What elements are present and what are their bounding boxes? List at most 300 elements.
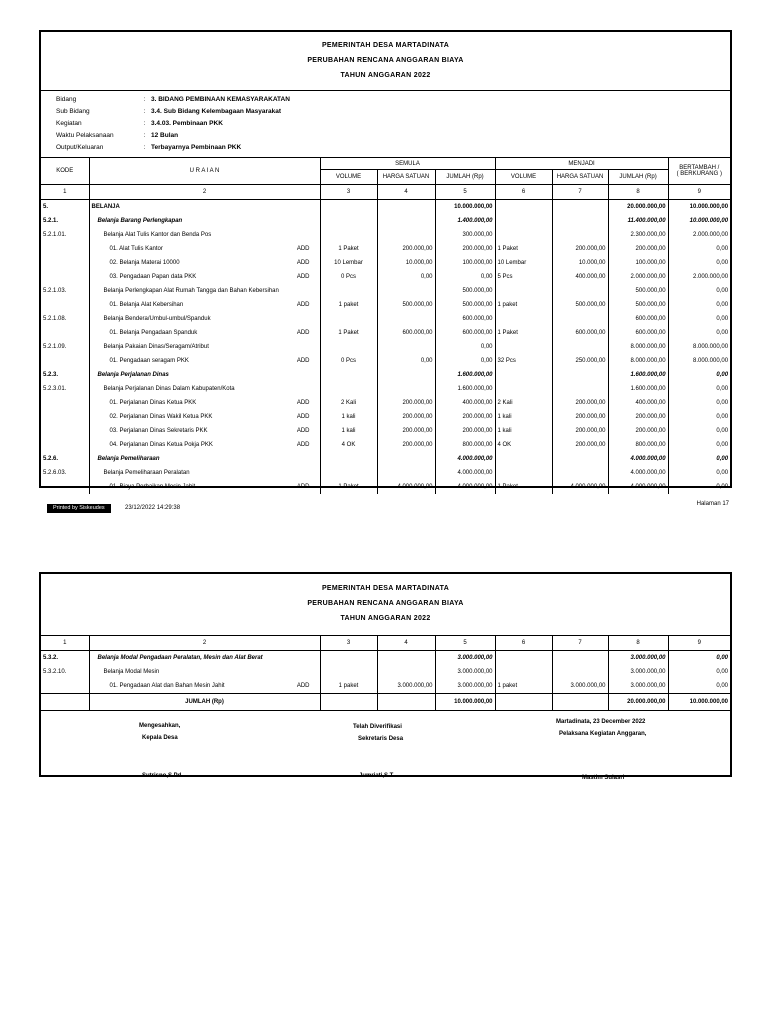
cell-uraian <box>89 424 320 438</box>
cell-h2 <box>552 651 608 666</box>
activity-info <box>41 91 730 157</box>
cell-source: ADD <box>296 260 310 266</box>
info-row-sub-bidang: Sub Bidang : 3.4. Sub Bidang Kelembagaan Masyarakat <box>56 108 282 115</box>
cell-uraian <box>89 284 320 298</box>
col-num-6: 6 <box>495 636 552 651</box>
cell-uraian-text: Belanja Bendera/Umbul-umbul/Spanduk <box>103 316 211 322</box>
table-row <box>41 665 730 679</box>
cell-uraian <box>89 242 320 256</box>
table-row <box>41 424 730 438</box>
cell-uraian <box>89 354 320 368</box>
col-kode: KODE <box>41 158 89 185</box>
cell-j2: 4.000.000,00 <box>608 466 668 480</box>
cell-j2: 3.000.000,00 <box>608 665 668 679</box>
cell-uraian-text: 03. Pengadaan Papan data PKK <box>109 274 197 280</box>
cell-h1: 0,00 <box>377 270 435 284</box>
cell-uraian <box>89 396 320 410</box>
cell-h1 <box>377 665 435 679</box>
cell-h1: 3.000.000,00 <box>377 679 435 694</box>
table-row <box>41 410 730 424</box>
cell-h1: 500.000,00 <box>377 298 435 312</box>
cell-h1 <box>377 466 435 480</box>
cell-v1 <box>320 200 377 215</box>
cell-h1: 200.000,00 <box>377 396 435 410</box>
cell-source: ADD <box>296 330 310 336</box>
cell-h1: 600.000,00 <box>377 326 435 340</box>
col-uraian: U R A I A N <box>89 158 320 185</box>
cell-v1: 1 paket <box>320 679 377 694</box>
cell-uraian-text: Belanja Perlengkapan Alat Rumah Tangga dan Bahan Kebersihan <box>103 288 279 294</box>
cell-v2: 1 kali <box>495 410 552 424</box>
info-row-output: Output/Keluaran : Terbayarnya Pembinaan PKK <box>56 144 242 151</box>
cell-uraian <box>89 452 320 466</box>
sign-right-role: Pelaksana Kegiatan Anggaran, <box>559 731 647 737</box>
cell-j2: 600.000,00 <box>608 312 668 326</box>
col-volume-1: VOLUME <box>320 170 377 185</box>
table-row <box>41 368 730 382</box>
cell-j2: 8.000.000,00 <box>608 340 668 354</box>
cell-kode: 5.3.2. <box>43 655 59 661</box>
cell-d: 8.000.000,00 <box>668 354 730 368</box>
cell-v2 <box>495 340 552 354</box>
cell-uraian-text: Belanja Pemeliharaan Peralatan <box>103 470 190 476</box>
col-num-8: 8 <box>608 636 668 651</box>
table-row <box>41 651 730 666</box>
cell-h2 <box>552 665 608 679</box>
col-harga-2: HARGA SATUAN <box>552 170 608 185</box>
total-label: JUMLAH (Rp) <box>89 694 320 711</box>
cell-d: 0,00 <box>668 438 730 452</box>
cell-j1: 800.000,00 <box>435 438 495 452</box>
cell-source: ADD <box>296 484 310 490</box>
cell-j1: 0,00 <box>435 270 495 284</box>
cell-v2: 32 Pcs <box>495 354 552 368</box>
total-semula: 10.000.000,00 <box>435 694 495 711</box>
col-num-5: 5 <box>435 636 495 651</box>
cell-h2: 400.000,00 <box>552 270 608 284</box>
total-selisih: 10.000.000,00 <box>668 694 730 711</box>
cell-uraian-text: Belanja Pakaian Dinas/Seragam/Atribut <box>103 344 209 350</box>
cell-h2: 600.000,00 <box>552 326 608 340</box>
col-num-7: 7 <box>552 636 608 651</box>
cell-source: ADD <box>296 358 310 364</box>
cell-v2 <box>495 665 552 679</box>
cell-kode: 5. <box>43 204 49 210</box>
cell-kode: 5.2.3. <box>43 372 59 378</box>
sign-left-title: Mengesahkan, <box>139 723 181 729</box>
cell-h1 <box>377 382 435 396</box>
cell-h2 <box>552 284 608 298</box>
cell-uraian-text: 03. Perjalanan Dinas Sekretaris PKK <box>109 428 208 434</box>
table-row <box>41 354 730 368</box>
cell-j1: 100.000,00 <box>435 256 495 270</box>
cell-kode <box>41 354 89 368</box>
cell-h2 <box>552 214 608 228</box>
cell-v1: 1 kali <box>320 410 377 424</box>
cell-d: 0,00 <box>668 242 730 256</box>
col-num-3: 3 <box>320 185 377 200</box>
print-footer <box>41 501 731 514</box>
cell-uraian <box>89 368 320 382</box>
cell-j1: 500.000,00 <box>435 284 495 298</box>
cell-kode <box>41 438 89 452</box>
cell-j1: 3.000.000,00 <box>435 651 495 666</box>
cell-uraian-text: 01. Alat Tulis Kantor <box>109 246 163 252</box>
col-num-2: 2 <box>89 185 320 200</box>
table-row <box>41 256 730 270</box>
cell-j2: 600.000,00 <box>608 326 668 340</box>
cell-j2: 2.000.000,00 <box>608 270 668 284</box>
cell-v2: 10 Lembar <box>495 256 552 270</box>
cell-h2 <box>552 200 608 215</box>
cell-j1: 4.000.000,00 <box>435 480 495 494</box>
cell-j1: 500.000,00 <box>435 298 495 312</box>
sign-mid-name: Jumriati,S.T <box>359 773 394 779</box>
cell-uraian <box>89 298 320 312</box>
document-header <box>41 32 730 90</box>
cell-j1: 4.000.000,00 <box>435 466 495 480</box>
cell-kode <box>41 326 89 340</box>
cell-h2: 4.000.000,00 <box>552 480 608 494</box>
sign-mid-role: Sekretaris Desa <box>358 736 404 742</box>
cell-source: ADD <box>296 246 310 252</box>
cell-v1 <box>320 228 377 242</box>
cell-h2 <box>552 466 608 480</box>
cell-h1 <box>377 284 435 298</box>
cell-j1: 200.000,00 <box>435 242 495 256</box>
cell-uraian-text: 02. Perjalanan Dinas Wakil Ketua PKK <box>109 414 213 420</box>
cell-uraian-text: 01. Biaya Perbaikan Mesin Jahit <box>109 484 196 490</box>
cell-j2: 200.000,00 <box>608 424 668 438</box>
page-2 <box>39 572 732 781</box>
cell-j1: 0,00 <box>435 340 495 354</box>
cell-kode: 5.3.2.10. <box>43 669 67 675</box>
table-row <box>41 270 730 284</box>
info-row-waktu: Waktu Pelaksanaan : 12 Bulan <box>56 132 179 139</box>
cell-v1 <box>320 651 377 666</box>
col-num-2: 2 <box>89 636 320 651</box>
col-semula: SEMULA <box>320 158 495 170</box>
cell-h2 <box>552 228 608 242</box>
cell-v1: 2 Kali <box>320 396 377 410</box>
cell-kode: 5.2.6.03. <box>43 470 67 476</box>
col-num-4: 4 <box>377 636 435 651</box>
cell-v2: 5 Pcs <box>495 270 552 284</box>
cell-kode: 5.2.1.09. <box>43 344 67 350</box>
col-jumlah-2: JUMLAH (Rp) <box>608 170 668 185</box>
col-menjadi: MENJADI <box>495 158 668 170</box>
cell-uraian-text: Belanja Barang Perlengkapan <box>97 218 183 224</box>
cell-h2 <box>552 382 608 396</box>
cell-v1: 10 Lembar <box>320 256 377 270</box>
cell-v1 <box>320 665 377 679</box>
cell-d: 0,00 <box>668 256 730 270</box>
cell-uraian <box>89 466 320 480</box>
cell-uraian <box>89 312 320 326</box>
cell-h1 <box>377 214 435 228</box>
cell-uraian-text: 01. Belanja Pengadaan Spanduk <box>109 330 198 336</box>
cell-d: 0,00 <box>668 396 730 410</box>
cell-j1: 3.000.000,00 <box>435 665 495 679</box>
cell-uraian <box>89 214 320 228</box>
cell-h1: 200.000,00 <box>377 242 435 256</box>
cell-v2 <box>495 466 552 480</box>
page-1 <box>39 30 732 488</box>
cell-uraian-text: 01. Pengadaan seragam PKK <box>109 358 189 364</box>
cell-j1: 600.000,00 <box>435 312 495 326</box>
cell-d: 0,00 <box>668 466 730 480</box>
info-row-bidang: Bidang : 3. BIDANG PEMBINAAN KEMASYARAKATAN <box>56 96 290 103</box>
cell-source: ADD <box>296 302 310 308</box>
cell-uraian-text: 01. Belanja Alat Kebersihan <box>109 302 184 308</box>
header-line-2: PERUBAHAN RENCANA ANGGARAN BIAYA <box>307 57 464 64</box>
cell-source: ADD <box>296 442 310 448</box>
cell-j2: 11.400.000,00 <box>608 214 668 228</box>
cell-kode <box>41 298 89 312</box>
cell-v1: 4 OK <box>320 438 377 452</box>
cell-uraian <box>89 200 320 215</box>
cell-kode: 5.2.1. <box>43 218 59 224</box>
cell-j2: 8.000.000,00 <box>608 354 668 368</box>
cell-d: 0,00 <box>668 382 730 396</box>
cell-j2: 500.000,00 <box>608 284 668 298</box>
col-num-3: 3 <box>320 636 377 651</box>
col-num-7: 7 <box>552 185 608 200</box>
cell-uraian <box>89 480 320 494</box>
cell-kode <box>41 270 89 284</box>
cell-h2: 500.000,00 <box>552 298 608 312</box>
cell-j2: 3.000.000,00 <box>608 679 668 694</box>
cell-j1: 600.000,00 <box>435 326 495 340</box>
cell-j2: 100.000,00 <box>608 256 668 270</box>
table-row <box>41 480 730 494</box>
cell-source: ADD <box>296 414 310 420</box>
cell-uraian <box>89 270 320 284</box>
cell-v1: 1 Paket <box>320 480 377 494</box>
cell-j2: 1.600.000,00 <box>608 368 668 382</box>
document-header-2 <box>41 574 730 635</box>
cell-j2: 200.000,00 <box>608 410 668 424</box>
cell-v2: 1 kali <box>495 424 552 438</box>
col-bertambah: BERTAMBAH / ( BERKURANG ) <box>668 158 730 185</box>
cell-kode <box>41 424 89 438</box>
table-row <box>41 326 730 340</box>
page-number: Halaman 17 <box>696 501 729 507</box>
sign-mid-title: Telah Diverifikasi <box>353 724 402 730</box>
cell-d: 0,00 <box>668 368 730 382</box>
budget-table-page-2 <box>41 635 730 711</box>
cell-source: ADD <box>296 428 310 434</box>
cell-j2: 4.000.000,00 <box>608 480 668 494</box>
cell-v1 <box>320 284 377 298</box>
cell-v1 <box>320 368 377 382</box>
cell-d: 0,00 <box>668 452 730 466</box>
cell-kode: 5.2.1.01. <box>43 232 67 238</box>
cell-uraian-text: 01. Perjalanan Dinas Ketua PKK <box>109 400 197 406</box>
cell-j2: 2.300.000,00 <box>608 228 668 242</box>
col-jumlah-1: JUMLAH (Rp) <box>435 170 495 185</box>
cell-h1: 200.000,00 <box>377 438 435 452</box>
cell-h1: 0,00 <box>377 354 435 368</box>
cell-v1 <box>320 382 377 396</box>
cell-source: ADD <box>296 400 310 406</box>
cell-h1 <box>377 651 435 666</box>
cell-h2: 200.000,00 <box>552 438 608 452</box>
cell-j2: 4.000.000,00 <box>608 452 668 466</box>
col-num-5: 5 <box>435 185 495 200</box>
cell-v1 <box>320 214 377 228</box>
cell-h2 <box>552 312 608 326</box>
cell-h1 <box>377 368 435 382</box>
cell-uraian <box>89 665 320 679</box>
cell-j1: 10.000.000,00 <box>435 200 495 215</box>
cell-uraian <box>89 410 320 424</box>
cell-j2: 500.000,00 <box>608 298 668 312</box>
budget-table-page-1 <box>41 157 730 494</box>
cell-uraian-text: Belanja Modal Pengadaan Peralatan, Mesin dan Alat Berat <box>97 655 263 661</box>
cell-j2: 400.000,00 <box>608 396 668 410</box>
col-num-4: 4 <box>377 185 435 200</box>
cell-kode <box>41 396 89 410</box>
cell-v2 <box>495 228 552 242</box>
cell-d: 10.000.000,00 <box>668 214 730 228</box>
cell-v1: 0 Pcs <box>320 270 377 284</box>
cell-d: 2.000.000,00 <box>668 228 730 242</box>
table-row <box>41 679 730 694</box>
cell-j2: 200.000,00 <box>608 242 668 256</box>
cell-j1: 300.000,00 <box>435 228 495 242</box>
table-row <box>41 214 730 228</box>
cell-h1 <box>377 228 435 242</box>
table-row <box>41 228 730 242</box>
cell-uraian-text: BELANJA <box>91 204 120 210</box>
cell-v1: 1 Paket <box>320 242 377 256</box>
table-row <box>41 298 730 312</box>
cell-v1: 0 Pcs <box>320 354 377 368</box>
cell-uraian <box>89 679 320 694</box>
table-row <box>41 382 730 396</box>
sign-right-name: Mastim Sulasri <box>582 775 625 781</box>
table-row <box>41 312 730 326</box>
cell-h2: 200.000,00 <box>552 410 608 424</box>
cell-j2: 3.000.000,00 <box>608 651 668 666</box>
table-row <box>41 452 730 466</box>
table-row <box>41 438 730 452</box>
rows-page-2 <box>41 651 730 694</box>
table-row <box>41 284 730 298</box>
cell-uraian-text: Belanja Perjalanan Dinas <box>97 372 169 378</box>
cell-v2 <box>495 214 552 228</box>
cell-v1: 1 Paket <box>320 326 377 340</box>
cell-uraian <box>89 228 320 242</box>
sign-right-date: Martadinata, 23 December 2022 <box>556 719 646 725</box>
cell-v2: 4 OK <box>495 438 552 452</box>
cell-h2 <box>552 340 608 354</box>
cell-uraian <box>89 256 320 270</box>
cell-kode: 5.2.3.01. <box>43 386 67 392</box>
cell-kode <box>41 410 89 424</box>
total-menjadi: 20.000.000,00 <box>608 694 668 711</box>
cell-v2 <box>495 368 552 382</box>
cell-uraian-text: Belanja Pemeliharaan <box>97 456 160 462</box>
cell-v2: 1 paket <box>495 298 552 312</box>
cell-source: ADD <box>296 683 310 689</box>
cell-d: 0,00 <box>668 651 730 666</box>
cell-j1: 4.000.000,00 <box>435 452 495 466</box>
col-num-1: 1 <box>41 185 89 200</box>
cell-j1: 1.600.000,00 <box>435 382 495 396</box>
cell-kode: 5.2.1.03. <box>43 288 67 294</box>
cell-d: 2.000.000,00 <box>668 270 730 284</box>
cell-d: 0,00 <box>668 424 730 438</box>
cell-v2 <box>495 382 552 396</box>
cell-h1: 10.000,00 <box>377 256 435 270</box>
header-line-2: PERUBAHAN RENCANA ANGGARAN BIAYA <box>307 600 464 607</box>
cell-h1 <box>377 200 435 215</box>
cell-h2 <box>552 452 608 466</box>
cell-v2: 1 Paket <box>495 242 552 256</box>
cell-j1: 1.600.000,00 <box>435 368 495 382</box>
header-line-3: TAHUN ANGGARAN 2022 <box>340 615 431 622</box>
cell-h1 <box>377 340 435 354</box>
cell-h2 <box>552 368 608 382</box>
cell-j1: 200.000,00 <box>435 424 495 438</box>
cell-d: 0,00 <box>668 410 730 424</box>
cell-kode: 5.2.6. <box>43 456 59 462</box>
cell-v2 <box>495 651 552 666</box>
cell-uraian <box>89 340 320 354</box>
col-num-9: 9 <box>668 636 730 651</box>
col-num-1: 1 <box>41 636 89 651</box>
header-line-1: PEMERINTAH DESA MARTADINATA <box>321 585 450 592</box>
cell-uraian <box>89 382 320 396</box>
cell-j1: 1.400.000,00 <box>435 214 495 228</box>
cell-uraian <box>89 438 320 452</box>
table-row <box>41 200 730 215</box>
cell-h2: 250.000,00 <box>552 354 608 368</box>
cell-d: 0,00 <box>668 298 730 312</box>
cell-uraian <box>89 326 320 340</box>
printed-date: 23/12/2022 14:29:38 <box>125 505 181 511</box>
cell-d: 10.000.000,00 <box>668 200 730 215</box>
cell-h1: 200.000,00 <box>377 410 435 424</box>
rows-page-1 <box>41 200 730 495</box>
cell-h1 <box>377 312 435 326</box>
cell-kode <box>41 256 89 270</box>
cell-v2: 1 Paket <box>495 326 552 340</box>
cell-uraian-text: 04. Perjalanan Dinas Ketua Pokja PKK <box>109 442 213 448</box>
info-row-kegiatan: Kegiatan : 3.4.03. Pembinaan PKK <box>56 120 223 127</box>
cell-source: ADD <box>296 274 310 280</box>
col-num-8: 8 <box>608 185 668 200</box>
cell-v1: 1 paket <box>320 298 377 312</box>
cell-v1 <box>320 466 377 480</box>
cell-uraian <box>89 651 320 666</box>
cell-h2: 200.000,00 <box>552 424 608 438</box>
cell-j1: 3.000.000,00 <box>435 679 495 694</box>
cell-uraian-text: Belanja Alat Tulis Kantor dan Benda Pos <box>103 232 212 238</box>
col-volume-2: VOLUME <box>495 170 552 185</box>
cell-v2: 1 paket <box>495 679 552 694</box>
cell-kode <box>41 480 89 494</box>
cell-uraian-text: 02. Belanja Materai 10000 <box>109 260 180 266</box>
cell-j1: 400.000,00 <box>435 396 495 410</box>
cell-d: 8.000.000,00 <box>668 340 730 354</box>
cell-j1: 0,00 <box>435 354 495 368</box>
cell-h2: 10.000,00 <box>552 256 608 270</box>
cell-v2 <box>495 312 552 326</box>
cell-uraian-text: Belanja Modal Mesin <box>103 669 160 675</box>
